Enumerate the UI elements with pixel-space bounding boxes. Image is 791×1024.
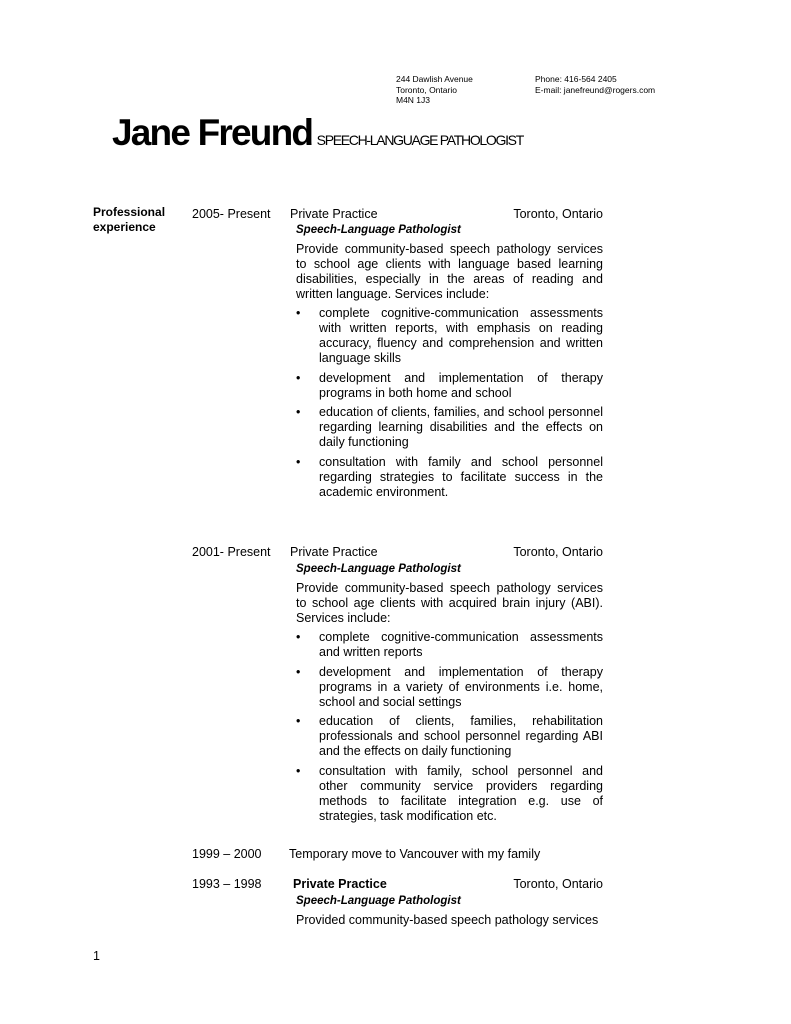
list-item-text: education of clients, families, and school personnel regarding learning disabilities and the effects on daily functioning [319,405,603,449]
job-title: Speech-Language Pathologist [296,224,461,236]
job-location: Toronto, Ontario [513,545,603,559]
bullet-icon: • [296,664,301,679]
job-description: Provide community-based speech pathology services to school age clients with language based learning disabilities, especially in the areas of reading and written language. Services include: [296,242,603,301]
job-employer: Private Practice [290,207,378,221]
list-item [296,665,603,710]
job-title: Speech-Language Pathologist [296,895,461,907]
job-entry [293,877,603,892]
bullet-icon: • [296,630,301,644]
applicant-name: Jane Freund [112,112,313,153]
job-location: Toronto, Ontario [513,877,603,891]
address-line-2: Toronto, Ontario [396,84,457,95]
job-header [290,207,603,222]
bullet-icon: • [296,306,301,320]
list-item-text: development and implementation of therapy programs in both home and school [319,370,603,400]
job-date: 1999 – 2000 [192,847,262,861]
email-address: E-mail: janefreund@rogers.com [535,84,656,95]
job-entry [290,207,603,222]
job-duties-list [296,306,603,500]
list-item [296,714,603,759]
list-item [296,455,603,500]
resume-header [112,113,523,153]
job-date: 2001- Present [192,545,271,559]
job-location: Toronto, Ontario [513,207,603,221]
section-label-line-2: experience [93,220,156,234]
job-details [296,223,603,504]
job-employer: Private Practice [290,545,378,559]
phone-number: Phone: 416-564 2405 [535,74,617,84]
contact-info [535,74,655,95]
applicant-profession: SPEECH-LANGUAGE PATHOLOGIST [316,132,523,148]
list-item-text: development and implementation of therapy programs in a variety of environments i.e. home, school and social settings [319,664,603,709]
list-item-text: complete cognitive-communication assessments and written reports [319,630,603,659]
job-note: Temporary move to Vancouver with my family [289,847,541,861]
bullet-icon: • [296,405,301,419]
job-description: Provide community-based speech pathology services to school age clients with acquired brain injury (ABI). Services include: [296,581,603,625]
bullet-icon: • [296,714,301,728]
job-details [296,562,603,828]
job-description: Provided community-based speech pathology services [296,913,599,927]
job-details [296,894,603,928]
job-entry [290,545,603,560]
list-item [296,306,603,366]
job-duties-list [296,630,603,824]
list-item [296,630,603,660]
bullet-icon: • [296,454,301,469]
address-line-1: 244 Dawlish Avenue [396,74,473,84]
bullet-icon: • [296,763,301,778]
job-date: 1993 – 1998 [192,877,262,891]
job-date: 2005- Present [192,207,271,221]
section-label-line-1: Professional [93,205,166,219]
job-employer: Private Practice [293,877,387,891]
address-line-3: M4N 1J3 [396,95,431,105]
list-item-text: consultation with family and school personnel regarding strategies to facilitate success in the academic environment. [319,454,603,499]
page-number: 1 [93,949,100,963]
job-header [290,545,603,560]
list-item-text: complete cognitive-communication assessments with written reports, with emphasis on reading accuracy, fluency and comprehension and written language skills [319,306,603,365]
list-item [296,371,603,401]
job-title: Speech-Language Pathologist [296,563,461,575]
job-header [293,877,603,892]
contact-address [396,74,473,106]
list-item [296,405,603,450]
bullet-icon: • [296,370,301,385]
list-item [296,764,603,824]
section-label-professional-experience [93,205,165,235]
list-item-text: consultation with family, school personnel and other community service providers regarding methods to facilitate integration e.g. use of strategies, task modification etc. [319,763,603,823]
list-item-text: education of clients, families, rehabilitation professionals and school personnel regarding ABI and the effects on daily functioning [319,714,603,758]
